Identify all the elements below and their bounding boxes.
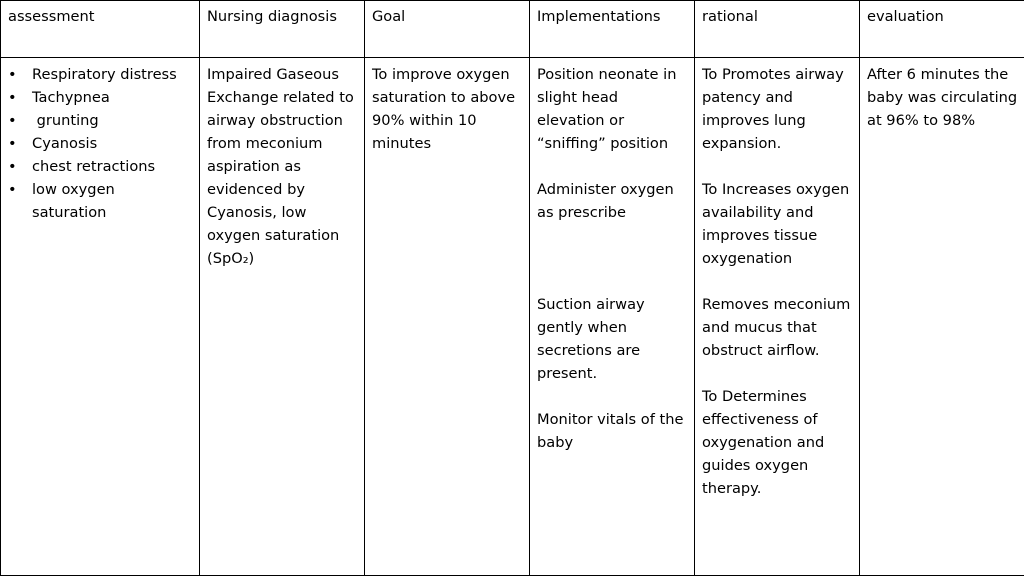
list-item [8, 178, 193, 224]
header-goal: Goal [365, 1, 530, 58]
rationale-item: To Determines effectiveness of oxygenation and guides oxygen therapy. [702, 388, 825, 497]
bullet-icon: • [8, 66, 17, 83]
header-evaluation: evaluation [860, 1, 1024, 58]
assessment-item-text: Cyanosis [32, 135, 98, 152]
implementation-item: Position neonate in slight head elevation or “sniffing” position [537, 66, 677, 152]
diagnosis-text: Impaired Gaseous Exchange related to airway obstruction from meconium aspiration as evidenced by Cyanosis, low oxygen saturation (SpO₂) [207, 66, 354, 267]
assessment-cell [1, 58, 200, 576]
assessment-item-text: low oxygen saturation [32, 181, 115, 221]
header-assessment: assessment [1, 1, 200, 58]
implementations-cell [530, 58, 695, 576]
bullet-icon: • [8, 135, 17, 152]
list-item [8, 155, 193, 178]
rational-cell [695, 58, 860, 576]
evaluation-cell [860, 58, 1024, 576]
list-item [8, 132, 193, 155]
rationale-item: Removes meconium and mucus that obstruct airflow. [702, 296, 851, 359]
goal-text: To improve oxygen saturation to above 90% within 10 minutes [372, 66, 516, 152]
rationale-item: To Increases oxygen availability and improves tissue oxygenation [702, 181, 850, 267]
assessment-item-text: grunting [32, 112, 99, 129]
assessment-item-text: Respiratory distress [32, 66, 177, 83]
assessment-list [8, 63, 193, 224]
bullet-icon: • [8, 158, 17, 175]
assessment-item-text: Tachypnea [32, 89, 110, 106]
implementation-item: Administer oxygen as prescribe [537, 181, 674, 221]
nursing-diagnosis-cell [200, 58, 365, 576]
header-implementations: Implementations [530, 1, 695, 58]
header-row [1, 1, 1024, 58]
implementation-item: Suction airway gently when secretions are present. [537, 296, 645, 382]
evaluation-text: After 6 minutes the baby was circulating at 96% to 98% [867, 66, 1018, 129]
bullet-icon: • [8, 89, 17, 106]
bullet-icon: • [8, 112, 17, 129]
header-rational: rational [695, 1, 860, 58]
assessment-item-text: chest retractions [32, 158, 156, 175]
list-item [8, 109, 193, 132]
rationale-item: To Promotes airway patency and improves lung expansion. [702, 66, 844, 152]
bullet-icon: • [8, 181, 17, 198]
list-item [8, 63, 193, 86]
list-item [8, 86, 193, 109]
goal-cell [365, 58, 530, 576]
header-nursing-diagnosis: Nursing diagnosis [200, 1, 365, 58]
implementation-item: Monitor vitals of the baby [537, 411, 684, 451]
content-row [1, 58, 1024, 576]
